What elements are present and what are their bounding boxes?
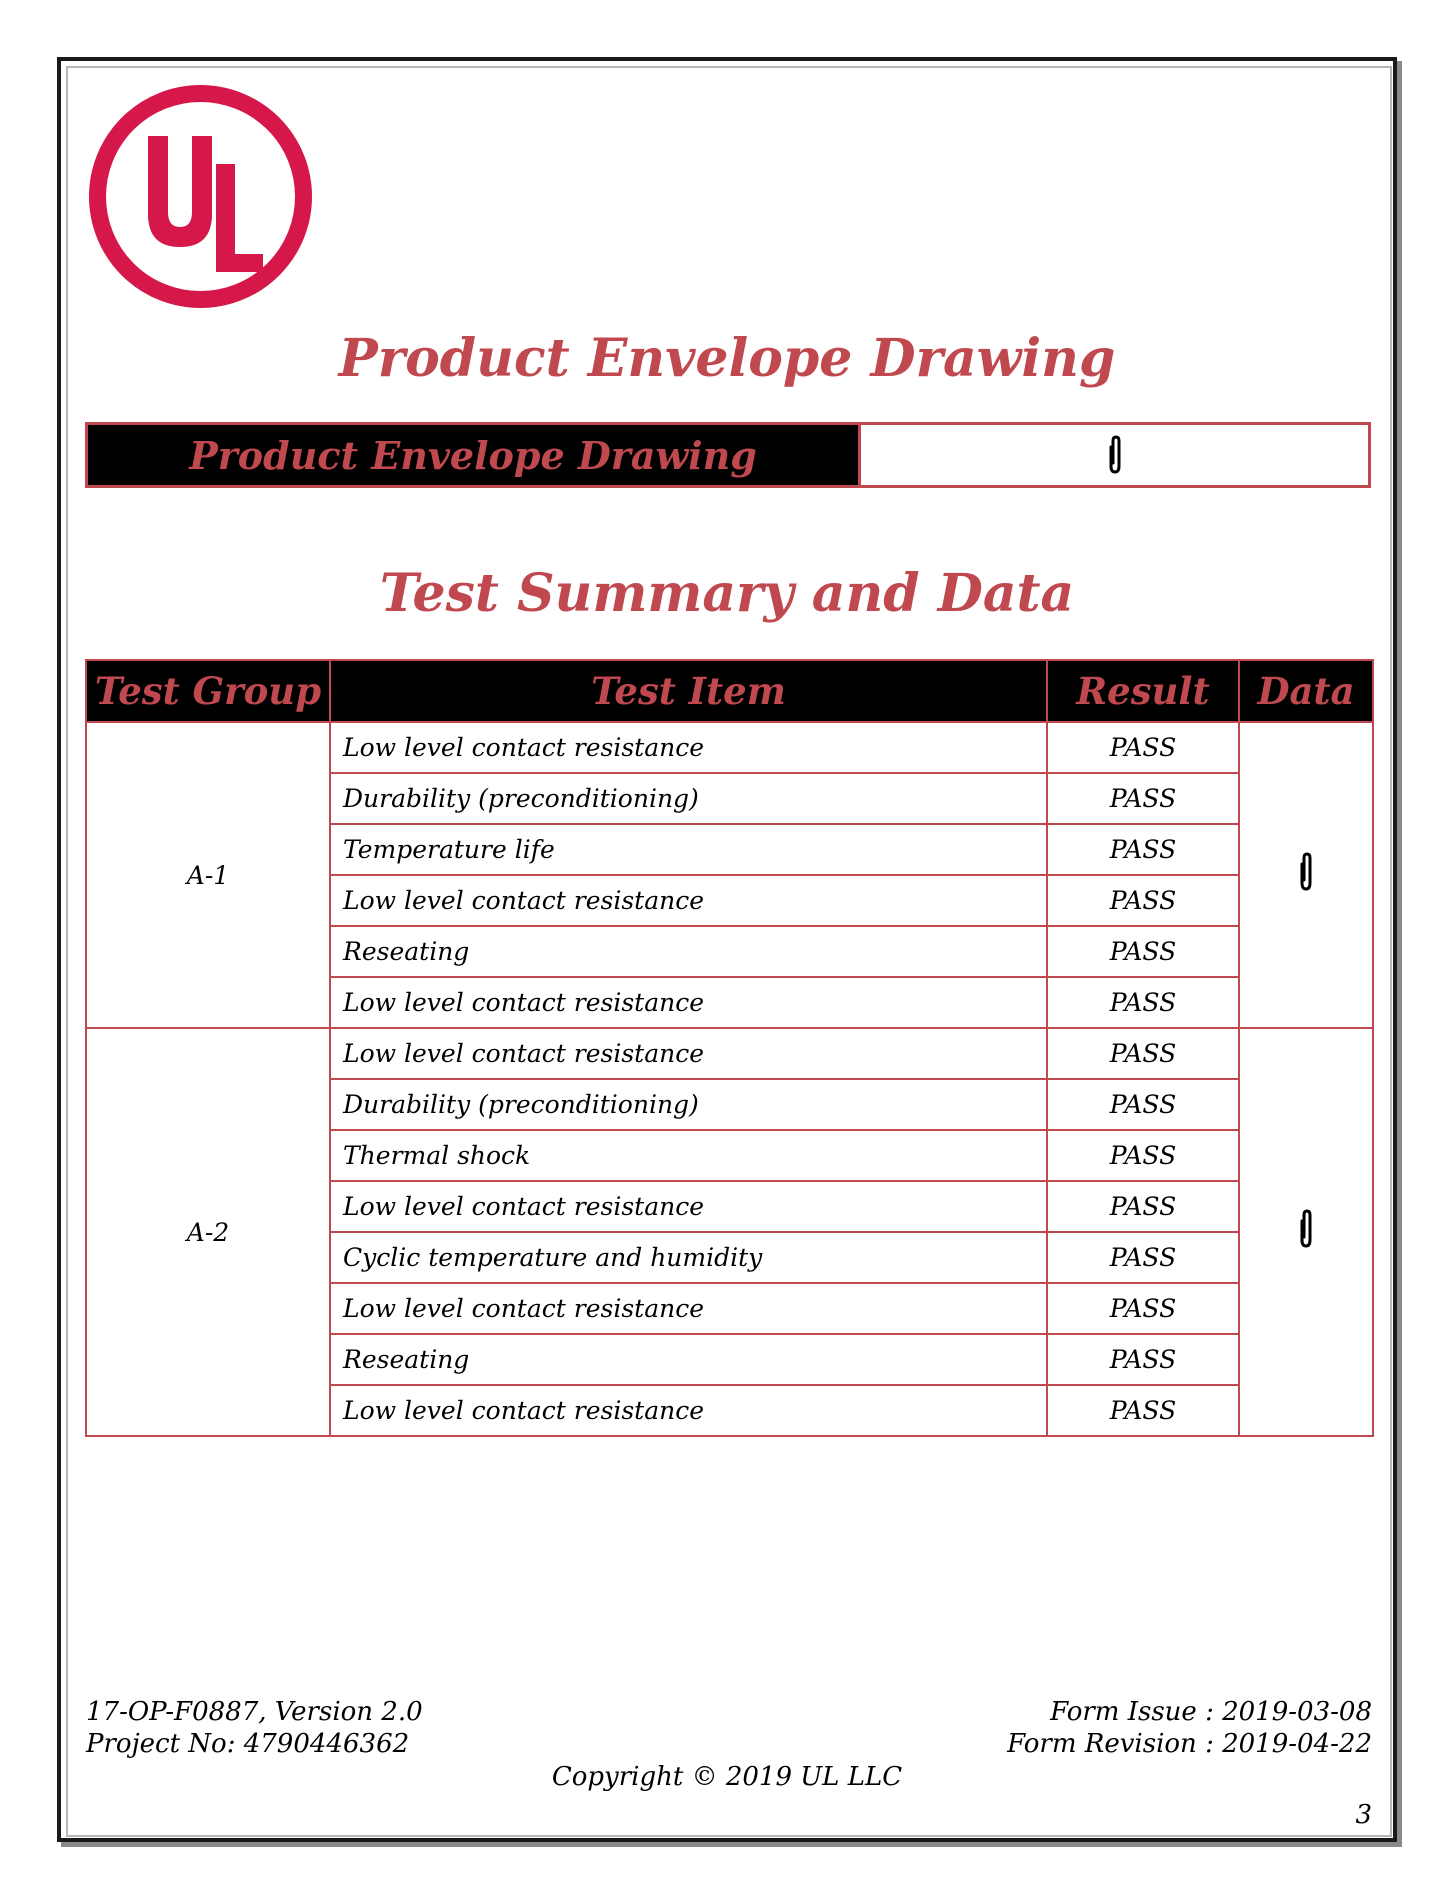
header-result: Result — [1047, 660, 1239, 722]
test-item-cell: Low level contact resistance — [330, 1028, 1047, 1079]
drawing-attachment[interactable] — [861, 425, 1368, 485]
form-revision: Form Revision : 2019-04-22 — [1007, 1729, 1372, 1759]
result-cell: PASS — [1047, 926, 1239, 977]
test-item-cell: Reseating — [330, 1334, 1047, 1385]
paperclip-icon[interactable] — [1297, 852, 1315, 892]
page-shadow-bottom — [61, 1842, 1402, 1847]
table-header-row — [86, 660, 1373, 722]
result-cell: PASS — [1047, 1028, 1239, 1079]
data-attachment-cell[interactable] — [1239, 722, 1373, 1028]
result-cell: PASS — [1047, 1385, 1239, 1436]
drawing-row — [85, 422, 1371, 488]
header-test-group: Test Group — [86, 660, 330, 722]
test-item-cell: Low level contact resistance — [330, 977, 1047, 1028]
page-title-drawing: Product Envelope Drawing — [338, 328, 1116, 389]
result-cell: PASS — [1047, 1181, 1239, 1232]
test-item-cell: Low level contact resistance — [330, 722, 1047, 773]
paperclip-icon[interactable] — [1106, 435, 1124, 475]
header-test-item: Test Item — [330, 660, 1047, 722]
test-item-cell: Thermal shock — [330, 1130, 1047, 1181]
page-title-summary: Test Summary and Data — [379, 563, 1075, 624]
table-row — [86, 722, 1373, 773]
result-cell: PASS — [1047, 1334, 1239, 1385]
paperclip-icon[interactable] — [1297, 1209, 1315, 1249]
ul-logo — [88, 84, 313, 309]
test-item-cell: Cyclic temperature and humidity — [330, 1232, 1047, 1283]
test-item-cell: Low level contact resistance — [330, 1283, 1047, 1334]
test-group-cell: A-2 — [86, 1028, 330, 1436]
result-cell: PASS — [1047, 875, 1239, 926]
form-id: 17-OP-F0887, Version 2.0 — [86, 1697, 423, 1727]
result-cell: PASS — [1047, 773, 1239, 824]
test-item-cell: Low level contact resistance — [330, 1385, 1047, 1436]
result-cell: PASS — [1047, 1130, 1239, 1181]
result-cell: PASS — [1047, 824, 1239, 875]
page-number: 3 — [1355, 1800, 1372, 1830]
test-item-cell: Durability (preconditioning) — [330, 773, 1047, 824]
test-summary-table — [85, 659, 1374, 1437]
header-data: Data — [1239, 660, 1373, 722]
form-issue: Form Issue : 2019-03-08 — [1050, 1697, 1372, 1727]
project-number: Project No: 4790446362 — [86, 1729, 410, 1759]
drawing-row-label: Product Envelope Drawing — [88, 425, 861, 485]
test-item-cell: Durability (preconditioning) — [330, 1079, 1047, 1130]
table-body — [86, 722, 1373, 1436]
result-cell: PASS — [1047, 1079, 1239, 1130]
table-row — [86, 1028, 1373, 1079]
result-cell: PASS — [1047, 977, 1239, 1028]
result-cell: PASS — [1047, 1232, 1239, 1283]
test-group-cell: A-1 — [86, 722, 330, 1028]
copyright: Copyright © 2019 UL LLC — [551, 1762, 903, 1792]
test-item-cell: Low level contact resistance — [330, 1181, 1047, 1232]
test-item-cell: Temperature life — [330, 824, 1047, 875]
data-attachment-cell[interactable] — [1239, 1028, 1373, 1436]
test-item-cell: Low level contact resistance — [330, 875, 1047, 926]
result-cell: PASS — [1047, 1283, 1239, 1334]
result-cell: PASS — [1047, 722, 1239, 773]
test-item-cell: Reseating — [330, 926, 1047, 977]
